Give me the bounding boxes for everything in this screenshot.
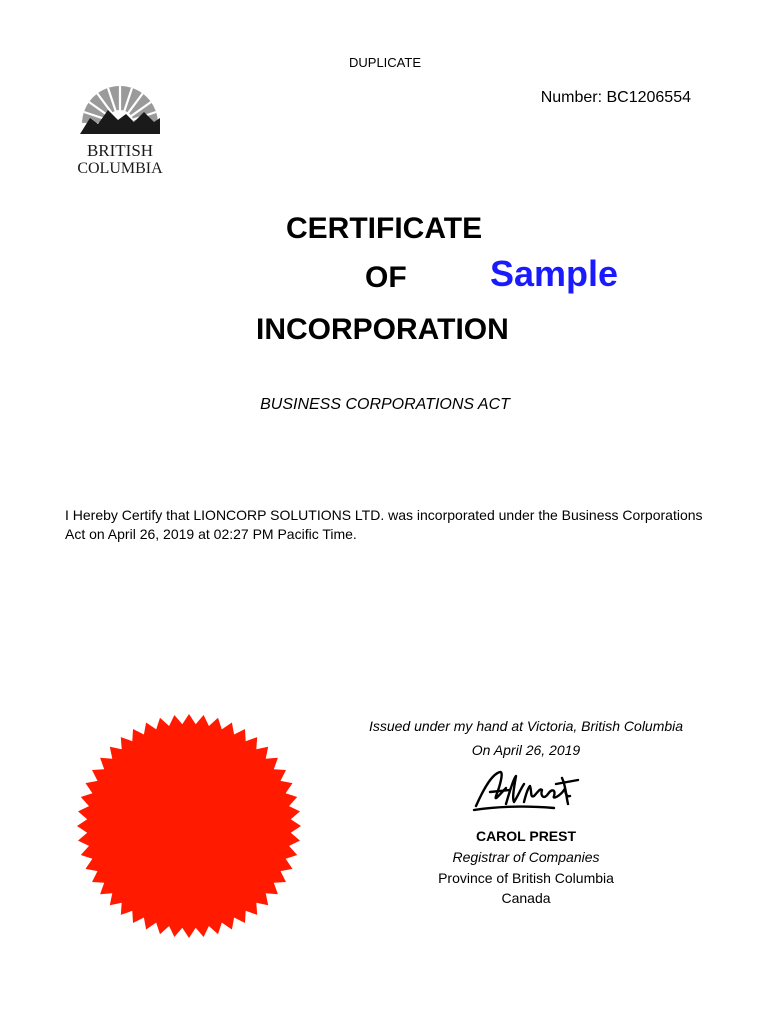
act-name: BUSINESS CORPORATIONS ACT [260, 396, 510, 413]
duplicate-label: DUPLICATE [349, 55, 421, 70]
issued-date: On April 26, 2019 [471, 742, 581, 758]
bc-logo-icon [68, 84, 172, 176]
certification-text: I Hereby Certify that LIONCORP SOLUTIONS LTD. was incorporated under the Business Corporations Act on April 26, 2019 at 02:27 PM Pacific Time. [65, 507, 703, 542]
title-incorporation: INCORPORATION [256, 313, 509, 346]
signature-icon [470, 766, 582, 814]
title-of: OF [365, 261, 407, 294]
certificate-number: Number: BC1206554 [540, 89, 691, 106]
province-text: Province of British Columbia [438, 870, 614, 886]
red-seal-icon [68, 712, 310, 940]
country-text: Canada [501, 890, 551, 906]
registrar-name: CAROL PREST [475, 828, 577, 844]
title-certificate: CERTIFICATE [286, 212, 483, 245]
sample-watermark: Sample [490, 253, 619, 294]
issued-text: Issued under my hand at Victoria, British Columbia [368, 718, 684, 734]
logo-line-1: BRITISH [86, 141, 154, 160]
logo-line-2: COLUMBIA [77, 160, 163, 176]
registrar-title: Registrar of Companies [452, 849, 600, 865]
